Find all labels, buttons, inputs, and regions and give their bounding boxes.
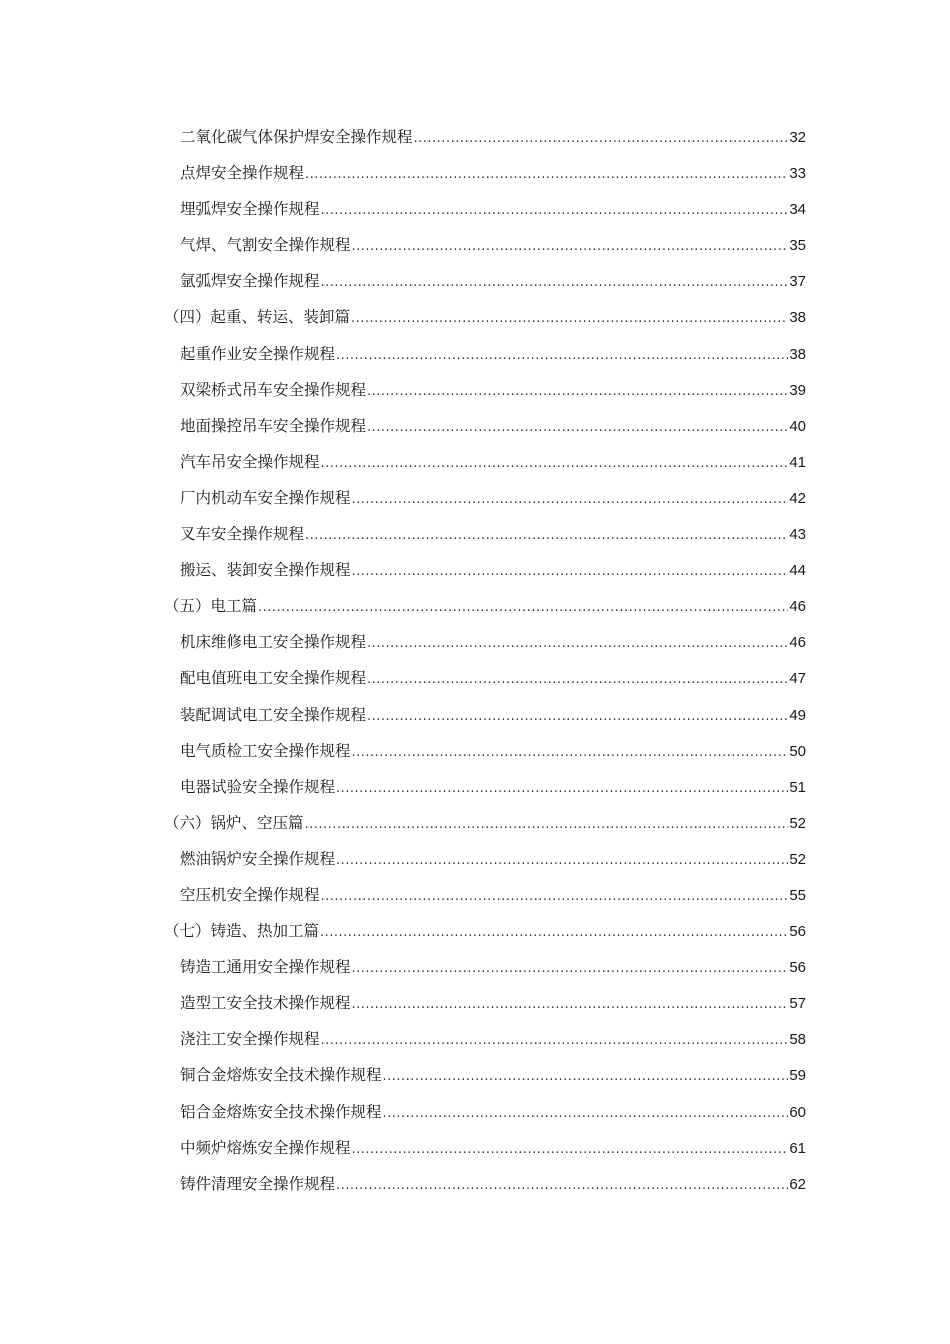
toc-dot-leader — [352, 229, 789, 265]
toc-page-number: 39 — [789, 381, 806, 399]
toc-dot-leader — [367, 410, 788, 446]
toc-entry[interactable] — [164, 697, 806, 733]
toc-dot-leader — [351, 301, 788, 337]
toc-page-number: 58 — [789, 1031, 806, 1049]
toc-page-number: 62 — [789, 1175, 806, 1193]
toc-entry[interactable] — [164, 408, 806, 444]
toc-entry-title: 配电值班电工安全操作规程 — [180, 669, 367, 688]
toc-page-number: 55 — [789, 886, 806, 904]
toc-dot-leader — [367, 374, 788, 410]
toc-entry[interactable] — [164, 480, 806, 516]
toc-dot-leader — [352, 1132, 789, 1168]
toc-page-number: 52 — [789, 850, 806, 868]
toc-entry-title: （五）电工篇 — [164, 597, 258, 616]
toc-page-number: 38 — [789, 309, 806, 327]
toc-entry-title: 汽车吊安全操作规程 — [180, 452, 320, 471]
toc-section-heading[interactable] — [164, 299, 806, 335]
toc-entry-title: 燃油锅炉安全操作规程 — [180, 849, 336, 868]
toc-page-number: 61 — [789, 1139, 806, 1157]
toc-page-number: 34 — [789, 201, 806, 219]
toc-page-number: 60 — [789, 1103, 806, 1121]
toc-dot-leader — [367, 699, 788, 735]
toc-entry[interactable] — [164, 372, 806, 408]
toc-section-heading[interactable] — [164, 913, 806, 949]
toc-page-number: 57 — [789, 995, 806, 1013]
toc-entry-title: 铸造工通用安全操作规程 — [180, 958, 351, 977]
toc-dot-leader — [336, 771, 788, 807]
toc-dot-leader — [321, 193, 789, 229]
toc-entry-title: 地面操控吊车安全操作规程 — [180, 416, 367, 435]
toc-entry[interactable] — [164, 263, 806, 299]
toc-dot-leader — [321, 446, 789, 482]
toc-dot-leader — [258, 590, 788, 626]
toc-page-number: 33 — [789, 165, 806, 183]
toc-entry-title: 二氧化碳气体保护焊安全操作规程 — [180, 128, 413, 146]
toc-entry-title: 电器试验安全操作规程 — [180, 777, 336, 796]
toc-entry[interactable] — [164, 660, 806, 696]
toc-entry-title: 埋弧焊安全操作规程 — [180, 200, 320, 219]
toc-page-number: 37 — [789, 273, 806, 291]
toc-page-number: 50 — [789, 742, 806, 760]
toc-entry[interactable] — [164, 1130, 806, 1166]
toc-entry-title: 造型工安全技术操作规程 — [180, 994, 351, 1013]
toc-entry[interactable] — [164, 552, 806, 588]
toc-page-number: 42 — [789, 489, 806, 507]
toc-page-number: 59 — [789, 1067, 806, 1085]
toc-dot-leader — [352, 987, 789, 1023]
toc-dot-leader — [352, 482, 789, 518]
toc-entry[interactable] — [164, 119, 806, 155]
toc-dot-leader — [336, 338, 788, 374]
toc-entry[interactable] — [164, 1057, 806, 1093]
toc-page-number: 46 — [789, 634, 806, 652]
toc-page-number: 56 — [789, 959, 806, 977]
toc-page-number: 52 — [789, 814, 806, 832]
toc-entry[interactable] — [164, 733, 806, 769]
toc-entry[interactable] — [164, 985, 806, 1021]
toc-dot-leader — [336, 843, 788, 879]
toc-page-number: 40 — [789, 417, 806, 435]
toc-page-number: 56 — [789, 923, 806, 941]
toc-page-number: 46 — [789, 598, 806, 616]
toc-entry-title: 铜合金熔炼安全技术操作规程 — [180, 1066, 382, 1085]
toc-dot-leader — [305, 157, 788, 193]
toc-dot-leader — [383, 1059, 789, 1095]
toc-dot-leader — [320, 915, 788, 951]
toc-section-heading[interactable] — [164, 588, 806, 624]
toc-entry-title: 氩弧焊安全操作规程 — [180, 272, 320, 291]
toc-entry-title: 浇注工安全操作规程 — [180, 1030, 320, 1049]
toc-dot-leader — [336, 1168, 788, 1204]
toc-entry[interactable] — [164, 155, 806, 191]
toc-entry-title: 空压机安全操作规程 — [180, 885, 320, 904]
toc-dot-leader — [367, 662, 788, 698]
toc-page-number: 51 — [789, 778, 806, 796]
toc-entry[interactable] — [164, 191, 806, 227]
toc-entry[interactable] — [164, 1094, 806, 1130]
toc-entry[interactable] — [164, 227, 806, 263]
toc-entry[interactable] — [164, 949, 806, 985]
toc-dot-leader — [352, 735, 789, 771]
toc-entry-title: 点焊安全操作规程 — [180, 164, 305, 183]
toc-entry-title: 起重作业安全操作规程 — [180, 344, 336, 363]
toc-entry-title: 机床维修电工安全操作规程 — [180, 633, 367, 652]
toc-page-number: 35 — [789, 237, 806, 255]
toc-entry[interactable] — [164, 1166, 806, 1202]
toc-entry-title: 搬运、装卸安全操作规程 — [180, 561, 351, 580]
toc-entry-title: 铸件清理安全操作规程 — [180, 1174, 336, 1193]
toc-page-number: 44 — [789, 562, 806, 580]
toc-dot-leader — [383, 1096, 789, 1132]
toc-entry-title: （四）起重、转运、装卸篇 — [164, 308, 351, 327]
toc-page-number: 49 — [789, 706, 806, 724]
toc-dot-leader — [321, 265, 789, 301]
toc-entry[interactable] — [164, 624, 806, 660]
toc-entry[interactable] — [164, 444, 806, 480]
toc-entry-title: （六）锅炉、空压篇 — [164, 813, 304, 832]
toc-entry[interactable] — [164, 516, 806, 552]
toc-page-number: 38 — [789, 345, 806, 363]
toc-entry-title: 双梁桥式吊车安全操作规程 — [180, 380, 367, 399]
toc-dot-leader — [352, 951, 789, 987]
toc-dot-leader — [414, 121, 789, 157]
toc-entry-title: 叉车安全操作规程 — [180, 525, 305, 544]
toc-entry-title: （七）铸造、热加工篇 — [164, 922, 320, 941]
table-of-contents — [164, 119, 806, 1202]
toc-page-number: 43 — [789, 526, 806, 544]
toc-section-heading[interactable] — [164, 805, 806, 841]
toc-entry-title: 电气质检工安全操作规程 — [180, 741, 351, 760]
toc-entry-title: 厂内机动车安全操作规程 — [180, 488, 351, 507]
toc-entry-title: 气焊、气割安全操作规程 — [180, 236, 351, 255]
toc-page-number: 41 — [789, 453, 806, 471]
toc-dot-leader — [352, 554, 789, 590]
toc-entry-title: 中频炉熔炼安全操作规程 — [180, 1138, 351, 1157]
toc-entry[interactable] — [164, 841, 806, 877]
toc-entry[interactable] — [164, 336, 806, 372]
toc-dot-leader — [367, 626, 788, 662]
toc-page-number: 47 — [789, 670, 806, 688]
toc-entry[interactable] — [164, 877, 806, 913]
toc-entry[interactable] — [164, 1021, 806, 1057]
toc-dot-leader — [305, 807, 789, 843]
toc-dot-leader — [305, 518, 788, 554]
toc-dot-leader — [321, 1023, 789, 1059]
toc-dot-leader — [321, 879, 789, 915]
toc-entry[interactable] — [164, 769, 806, 805]
toc-entry-title: 装配调试电工安全操作规程 — [180, 705, 367, 724]
toc-entry-title: 铝合金熔炼安全技术操作规程 — [180, 1102, 382, 1121]
toc-page-number: 32 — [789, 129, 806, 146]
